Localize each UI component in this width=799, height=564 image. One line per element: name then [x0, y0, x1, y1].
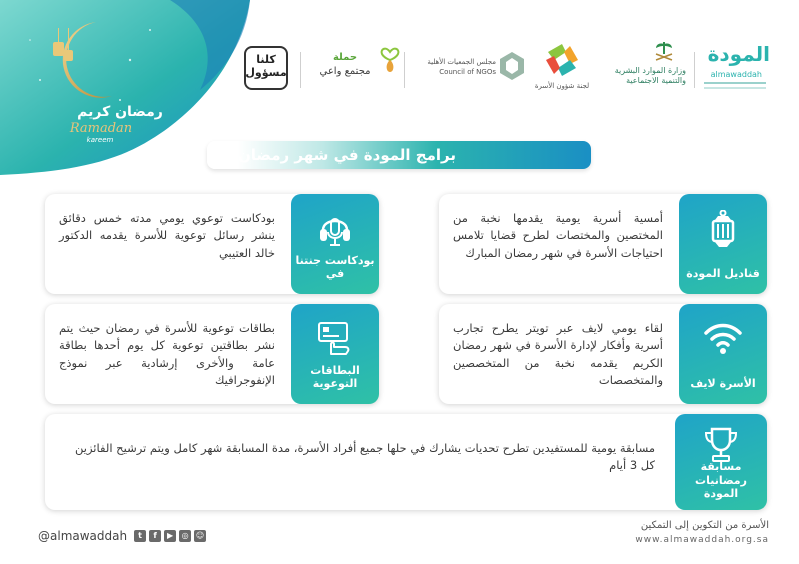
instagram-icon[interactable]: ◎ [179, 530, 191, 542]
facebook-icon[interactable]: f [149, 530, 161, 542]
social-handle[interactable]: @almawaddah [38, 529, 128, 543]
almawaddah-logo: المودة almawaddah [702, 40, 770, 100]
program-title: البطاقات التوعوية [310, 363, 360, 390]
footer-website[interactable]: www.almawaddah.org.sa [635, 535, 769, 545]
program-title: قناديل المودة [686, 266, 760, 280]
palm-swords-icon [652, 40, 676, 64]
logo-separator [694, 52, 695, 88]
program-badge [679, 194, 767, 294]
program-description: لقاء يومي لايف عبر تويتر يطرح تجارب أسرية وأفكار لإدارة الأسرة في شهر رمضان الكريم يقدمه نخبة من المتخصصين والمتخصصات [453, 321, 663, 387]
program-title: مسابقة رمضانيات المودة [695, 460, 747, 500]
youtube-icon[interactable]: ▶ [164, 530, 176, 542]
page-heading [207, 141, 591, 169]
program-title: الأسرة لايف [690, 376, 756, 390]
program-card-competition [45, 414, 767, 510]
kolna-masool-logo: كلنا مسؤول [240, 40, 290, 100]
program-description: بطاقات توعوية للأسرة في رمضان حيث يتم نشر بطاقتين توعوية كل يوم أحدها بطاقة عامة والأخرى إرشادية عبر نموذج الإنفوجرافيك [59, 321, 275, 387]
partner-logos [240, 40, 770, 100]
page-heading-text: برامج المودة في شهر رمضان [238, 146, 456, 164]
program-card-awareness-cards [45, 304, 379, 404]
social-links [38, 528, 206, 544]
ministry-logo: وزارة الموارد البشرية والتنمية الاجتماعية [598, 40, 688, 100]
cards-icon [315, 320, 355, 356]
trophy-icon [701, 426, 741, 464]
program-description: أمسية أسرية يومية يقدمها نخبة من المختصين والمختصات لطرح قضايا تلامس احتياجات الأسرة في شهر رمضان المبارك [453, 211, 663, 260]
program-badge [291, 304, 379, 404]
family-affairs-logo: لجنة شؤون الأسرة [538, 40, 586, 100]
council-of-ngos-logo: مجلس الجمعيات الأهلية Council of NGOs [418, 40, 528, 100]
program-badge [679, 304, 767, 404]
program-card-podcast [45, 194, 379, 294]
program-badge [291, 194, 379, 294]
wifi-icon [703, 320, 743, 356]
family-affairs-emblem-icon [544, 42, 580, 78]
ramadan-kareem-arabic: رمضان كريم [77, 104, 163, 120]
ngo-emblem-icon [500, 52, 524, 82]
twitter-icon[interactable]: t [134, 530, 146, 542]
ramadan-latin-text: Ramadan [69, 121, 133, 136]
program-description: بودكاست توعوي يومي مدته خمس دقائق ينشر رسائل توعوية للأسرة يقدمه الدكتور خالد العتيبي [59, 211, 275, 260]
program-badge [675, 414, 767, 510]
snapchat-icon[interactable]: ☺ [195, 531, 205, 540]
footer-tagline: الأسرة من التكوين إلى التمكين [640, 520, 769, 531]
hamla-heart-icon [380, 46, 400, 74]
kareem-text: kareem [86, 136, 114, 144]
program-title: بودكاست جنتنا في [295, 253, 375, 280]
lantern-icon [706, 210, 740, 250]
logo-separator [404, 52, 405, 88]
hamla-logo: حملة مجتمع واعي [312, 40, 387, 100]
headphones-icon [317, 210, 353, 248]
program-card-qanadeel [439, 194, 767, 294]
program-description: مسابقة يومية للمستفيدين تطرح تحديات يشارك في حلها جميع أفراد الأسرة، مدة المسابقة شهر كامل ويتم ترشيح الفائزين كل 3 أيام [75, 441, 655, 473]
logo-separator [300, 52, 301, 88]
program-card-family-live [439, 304, 767, 404]
